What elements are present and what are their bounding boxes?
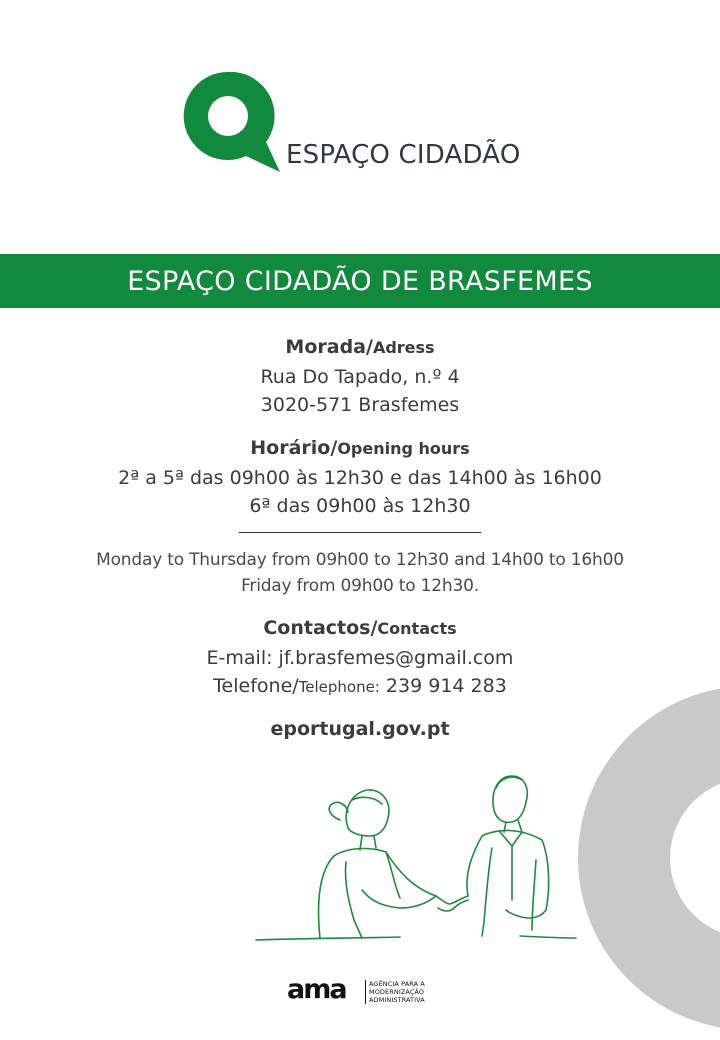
- phone-number: 239 914 283: [379, 675, 507, 697]
- ama-subtitle-line-3: ADMINISTRATIVA: [369, 996, 425, 1004]
- speech-bubble-q-icon: [180, 68, 290, 178]
- hours-line-1: 2ª a 5ª das 09h00 às 12h30 e das 14h00 às 16h00: [118, 467, 602, 489]
- hours-line-2: 6ª das 09h00 às 12h30: [249, 495, 471, 517]
- ama-subtitle: [369, 980, 425, 1004]
- contact-email[interactable]: E-mail: jf.brasfemes@gmail.com: [206, 647, 514, 669]
- phone-label-en: Telephone:: [298, 678, 380, 696]
- ama-brand: ama: [287, 974, 346, 1005]
- hours-en-line-1: Monday to Thursday from 09h00 to 12h30 and 14h00 to 16h00: [96, 550, 624, 570]
- espaco-cidadao-logo: [180, 68, 540, 178]
- contacts-heading-pt: Contactos/: [263, 617, 378, 639]
- contacts-heading-en: Contacts: [377, 619, 457, 638]
- ama-logo: [287, 974, 427, 1008]
- hours-en-line-2: Friday from 09h00 to 12h30.: [241, 576, 479, 596]
- ama-subtitle-line-2: MODERNIZAÇÃO: [369, 988, 425, 996]
- banner-title: ESPAÇO CIDADÃO DE BRASFEMES: [127, 265, 593, 297]
- contact-phone[interactable]: [0, 672, 720, 701]
- address-heading-en: Adress: [372, 338, 435, 357]
- ama-separator: [365, 980, 366, 1004]
- address-heading: [0, 332, 720, 363]
- hours-heading-pt: Horário/: [250, 437, 338, 459]
- ama-subtitle-line-1: AGÊNCIA PARA A: [369, 980, 425, 988]
- address-street: Rua Do Tapado, n.º 4: [260, 366, 460, 388]
- title-banner: [0, 254, 720, 308]
- phone-label-pt: Telefone/: [213, 675, 299, 697]
- contacts-heading: [0, 613, 720, 644]
- handshake-line-art-icon: [250, 770, 580, 950]
- hours-heading-en: Opening hours: [337, 439, 470, 458]
- address-postal: 3020-571 Brasfemes: [260, 394, 460, 416]
- divider: [239, 532, 481, 533]
- info-section: [0, 332, 720, 743]
- address-heading-pt: Morada/: [285, 336, 373, 358]
- hours-heading: [0, 433, 720, 464]
- logo-text: ESPAÇO CIDADÃO: [286, 140, 521, 170]
- website-link[interactable]: eportugal.gov.pt: [270, 718, 450, 740]
